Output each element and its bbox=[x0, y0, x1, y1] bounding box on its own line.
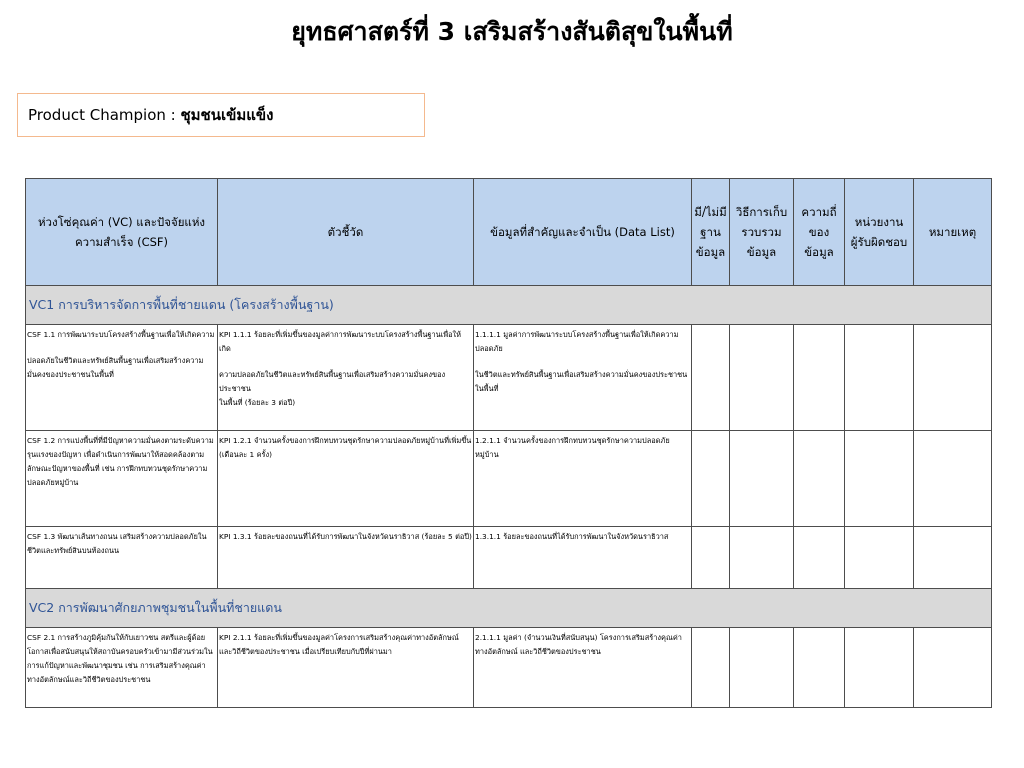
frequency-cell bbox=[794, 527, 845, 589]
header-responsible-unit: หน่วยงานผู้รับผิดชอบ bbox=[845, 179, 914, 286]
csf-line: CSF 1.3 พัฒนาเส้นทางถนน เสริมสร้างความปลอดภัยในชีวิตและทรัพย์สินบนท้องถนน bbox=[27, 532, 207, 555]
frequency-cell bbox=[794, 431, 845, 527]
remarks-cell bbox=[914, 527, 992, 589]
kpi-line: KPI 1.3.1 ร้อยละของถนนที่ได้รับการพัฒนาในจังหวัดนราธิวาส (ร้อยละ 5 ต่อปี) bbox=[219, 532, 472, 541]
strategy-table bbox=[25, 178, 992, 708]
kpi-cell bbox=[218, 431, 474, 527]
kpi-line: ในพื้นที่ (ร้อยละ 3 ต่อปี) bbox=[219, 398, 296, 407]
csf-cell bbox=[26, 431, 218, 527]
remarks-cell bbox=[914, 628, 992, 708]
kpi-cell bbox=[218, 325, 474, 431]
kpi-cell bbox=[218, 628, 474, 708]
csf-cell bbox=[26, 527, 218, 589]
csf-cell bbox=[26, 325, 218, 431]
has-database-cell bbox=[692, 431, 730, 527]
section-label: VC1 การบริหารจัดการพื้นที่ชายแดน (โครงสร้างพื้นฐาน) bbox=[26, 286, 992, 325]
remarks-cell bbox=[914, 431, 992, 527]
data-list-cell bbox=[474, 527, 692, 589]
kpi-line: ความปลอดภัยในชีวิตและทรัพย์สินพื้นฐานเพื่อเสริมสร้างความมั่นคงของประชาชน bbox=[219, 370, 446, 393]
responsible-unit-cell bbox=[845, 325, 914, 431]
header-has-database: มี/ไม่มีฐานข้อมูล bbox=[692, 179, 730, 286]
table-row bbox=[26, 527, 992, 589]
header-frequency: ความถี่ของข้อมูล bbox=[794, 179, 845, 286]
responsible-unit-cell bbox=[845, 431, 914, 527]
has-database-cell bbox=[692, 628, 730, 708]
data-list-cell bbox=[474, 628, 692, 708]
data-line: ในชีวิตและทรัพย์สินพื้นฐานเพื่อเสริมสร้างความมั่นคงของประชาชนในพื้นที่ bbox=[475, 370, 688, 393]
collection-method-cell bbox=[730, 527, 794, 589]
data-line: 1.2.1.1 จำนวนครั้งของการฝึกทบทวนชุดรักษาความปลอดภัยหมู่บ้าน bbox=[475, 436, 670, 459]
kpi-line: KPI 2.1.1 ร้อยละที่เพิ่มขึ้นของมูลค่าโครงการเสริมสร้างคุณค่าทางอัตลักษณ์ และวิถีชีวิตของประชาชน เมื่อเปรียบเทียบกับปีที่ผ่านมา bbox=[219, 633, 459, 656]
collection-method-cell bbox=[730, 431, 794, 527]
header-data-list: ข้อมูลที่สำคัญและจำเป็น (Data List) bbox=[474, 179, 692, 286]
data-line: 2.1.1.1 มูลค่า (จำนวนเงินที่สนับสนุน) โครงการเสริมสร้างคุณค่าทางอัตลักษณ์ และวิถีชีวิตของประชาชน bbox=[475, 633, 682, 656]
header-collection-method: วิธีการเก็บรวบรวมข้อมูล bbox=[730, 179, 794, 286]
frequency-cell bbox=[794, 325, 845, 431]
csf-line: มั่นคงของประชาชนในพื้นที่ bbox=[27, 370, 114, 379]
data-list-cell bbox=[474, 431, 692, 527]
csf-line: ปลอดภัยในชีวิตและทรัพย์สินพื้นฐานเพื่อเสริมสร้างความ bbox=[27, 356, 204, 365]
table-row bbox=[26, 325, 992, 431]
kpi-line: KPI 1.2.1 จำนวนครั้งของการฝึกทบทวนชุดรักษาความปลอดภัยหมู่บ้านที่เพิ่มขึ้น (เดือนละ 1 ครั้ง) bbox=[219, 436, 472, 459]
table-row bbox=[26, 628, 992, 708]
product-champion-box bbox=[17, 93, 425, 137]
frequency-cell bbox=[794, 628, 845, 708]
data-line: 1.3.1.1 ร้อยละของถนนที่ได้รับการพัฒนาในจังหวัดนราธิวาส bbox=[475, 532, 669, 541]
csf-line: CSF 1.1 การพัฒนาระบบโครงสร้างพื้นฐานเพื่อให้เกิดความ bbox=[27, 330, 215, 339]
collection-method-cell bbox=[730, 628, 794, 708]
collection-method-cell bbox=[730, 325, 794, 431]
product-champion-name: ชุมชนเข้มแข็ง bbox=[180, 106, 274, 124]
product-champion-label: Product Champion : bbox=[28, 106, 181, 124]
header-kpi: ตัวชี้วัด bbox=[218, 179, 474, 286]
section-row-vc2 bbox=[26, 589, 992, 628]
has-database-cell bbox=[692, 325, 730, 431]
header-row bbox=[26, 179, 992, 286]
remarks-cell bbox=[914, 325, 992, 431]
header-remarks: หมายเหตุ bbox=[914, 179, 992, 286]
data-line: 1.1.1.1 มูลค่าการพัฒนาระบบโครงสร้างพื้นฐานเพื่อให้เกิดความปลอดภัย bbox=[475, 330, 679, 353]
header-vc-csf: ห่วงโซ่คุณค่า (VC) และปัจจัยแห่งความสำเร็จ (CSF) bbox=[26, 179, 218, 286]
kpi-cell bbox=[218, 527, 474, 589]
csf-line: CSF 1.2 การแบ่งพื้นที่ที่มีปัญหาความมั่นคงตามระดับความรุนแรงของปัญหา เพื่อดำเนินการพัฒนาให้สอดคล้องตามลักษณะปัญหาของพื้นที่ เช่น การฝึกทบทวนชุดรักษาความปลอดภัยหมู่บ้าน bbox=[27, 436, 214, 487]
csf-cell bbox=[26, 628, 218, 708]
table-row bbox=[26, 431, 992, 527]
section-row-vc1 bbox=[26, 286, 992, 325]
page-title: ยุทธศาสตร์ที่ 3 เสริมสร้างสันติสุขในพื้นที่ bbox=[291, 17, 733, 46]
data-list-cell bbox=[474, 325, 692, 431]
responsible-unit-cell bbox=[845, 628, 914, 708]
responsible-unit-cell bbox=[845, 527, 914, 589]
has-database-cell bbox=[692, 527, 730, 589]
section-label: VC2 การพัฒนาศักยภาพชุมชนในพื้นที่ชายแดน bbox=[26, 589, 992, 628]
kpi-line: KPI 1.1.1 ร้อยละที่เพิ่มขึ้นของมูลค่าการพัฒนาระบบโครงสร้างพื้นฐานเพื่อให้เกิด bbox=[219, 330, 461, 353]
csf-line: CSF 2.1 การสร้างภูมิคุ้มกันให้กับเยาวชน สตรีและผู้ด้อยโอกาสเพื่อสนับสนุนให้สถาบันครอบครัวเข้ามามีส่วนร่วมในการแก้ปัญหาและพัฒนาชุมชน เช่น การเสริมสร้างคุณค่าทางอัตลักษณ์และวิถีชีวิตของประชาชน bbox=[27, 633, 213, 684]
